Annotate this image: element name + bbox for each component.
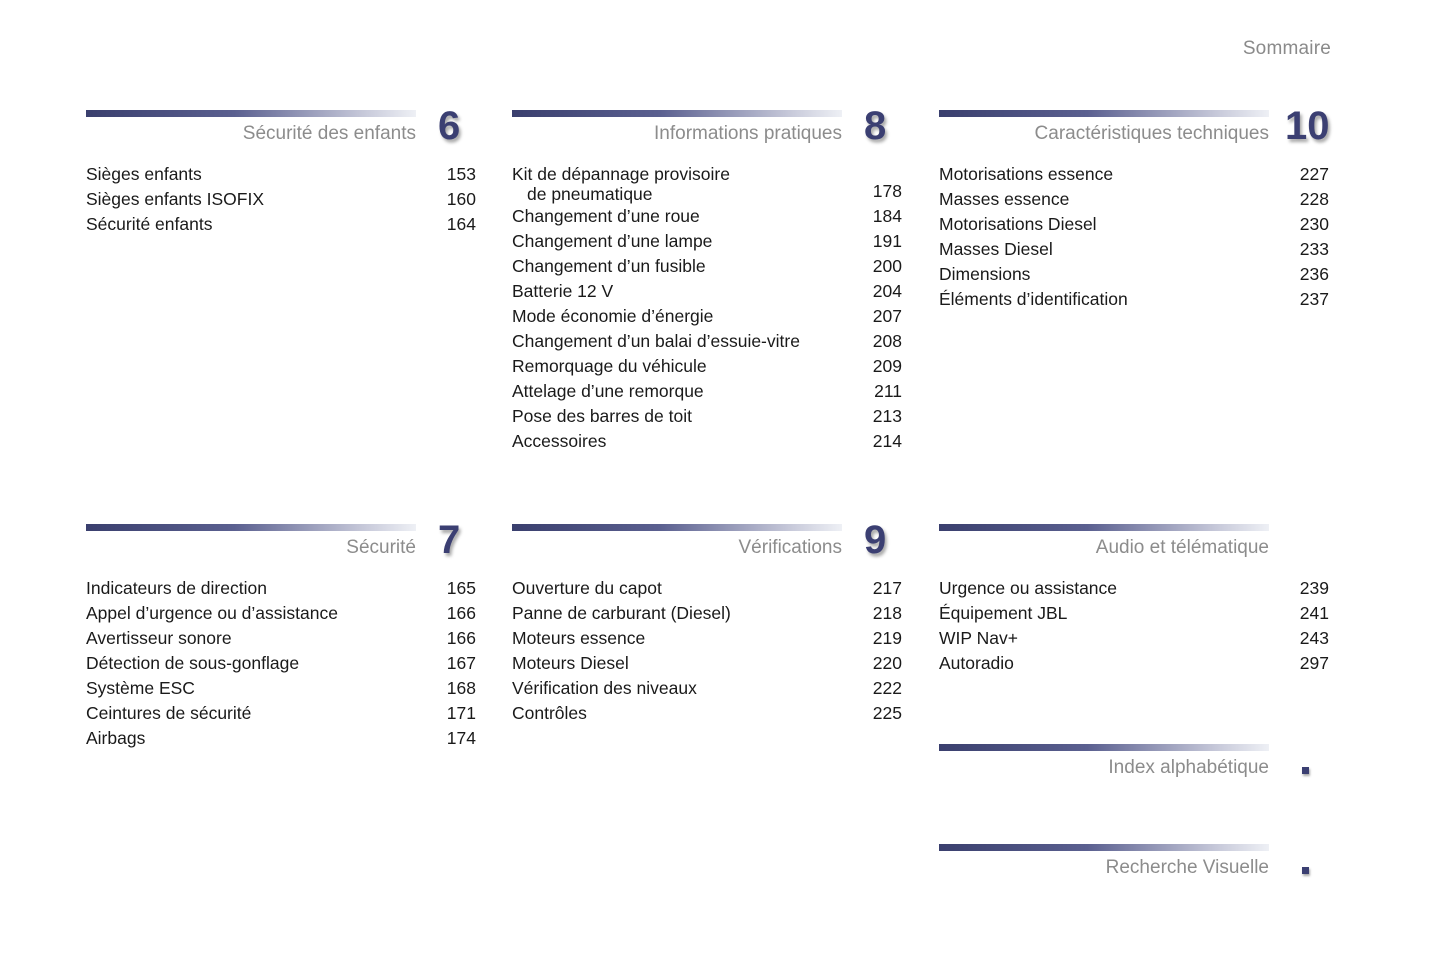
item-page: 217	[872, 578, 902, 598]
item-page: 168	[446, 678, 476, 698]
item-page: 222	[872, 678, 902, 698]
section-bar	[939, 524, 1269, 531]
item-page: 166	[446, 628, 476, 648]
item-label: Système ESC	[86, 678, 195, 698]
item-page: 209	[872, 356, 902, 376]
list-item[interactable]	[512, 676, 902, 701]
item-page: 166	[446, 603, 476, 623]
item-label-line2: de pneumatique	[527, 184, 653, 204]
item-label: Attelage d’une remorque	[512, 381, 704, 401]
item-label: Panne de carburant (Diesel)	[512, 603, 731, 623]
item-page: 207	[872, 306, 902, 326]
item-label: Motorisations Diesel	[939, 214, 1097, 234]
section-title[interactable]: Vérifications	[738, 537, 842, 558]
section-title[interactable]: Sécurité	[346, 537, 416, 558]
item-list	[512, 162, 902, 454]
list-item[interactable]	[512, 329, 902, 354]
section-marker	[1302, 867, 1309, 874]
item-page: 214	[872, 431, 902, 451]
list-item[interactable]	[939, 626, 1329, 651]
list-item[interactable]	[512, 651, 902, 676]
section-title[interactable]: Caractéristiques techniques	[1034, 123, 1269, 144]
item-page: 200	[872, 256, 902, 276]
item-label: Appel d’urgence ou d’assistance	[86, 603, 338, 623]
list-item[interactable]	[86, 676, 476, 701]
list-item[interactable]	[512, 254, 902, 279]
list-item[interactable]	[512, 576, 902, 601]
list-item[interactable]	[86, 187, 476, 212]
item-page: 211	[874, 381, 902, 401]
item-label: Sécurité enfants	[86, 214, 213, 234]
item-label: Mode économie d’énergie	[512, 306, 714, 326]
item-list	[939, 162, 1329, 312]
list-item[interactable]	[512, 429, 902, 454]
item-page: 191	[872, 231, 902, 251]
item-label: Sièges enfants ISOFIX	[86, 189, 265, 209]
item-page: 220	[872, 653, 902, 673]
item-page: 230	[1299, 214, 1329, 234]
item-label: Pose des barres de toit	[512, 406, 692, 426]
list-item[interactable]	[512, 229, 902, 254]
item-label: Ceintures de sécurité	[86, 703, 252, 723]
item-label: Airbags	[86, 728, 146, 748]
section-visual-search[interactable]	[939, 844, 1329, 884]
list-item[interactable]	[86, 576, 476, 601]
section-bar	[939, 844, 1269, 851]
list-item[interactable]	[939, 287, 1329, 312]
item-label: Batterie 12 V	[512, 281, 614, 301]
section-number[interactable]: 7	[438, 518, 461, 562]
section-marker	[1302, 767, 1309, 774]
item-label: Changement d’un balai d’essuie-vitre	[512, 331, 800, 351]
list-item[interactable]	[939, 187, 1329, 212]
section-bar	[939, 110, 1269, 117]
item-page: 153	[446, 164, 476, 184]
list-item[interactable]	[86, 701, 476, 726]
item-label: Sièges enfants	[86, 164, 202, 184]
item-page: 204	[872, 281, 902, 301]
list-item[interactable]	[512, 701, 902, 726]
item-page: 241	[1299, 603, 1329, 623]
list-item[interactable]	[512, 304, 902, 329]
item-list	[86, 576, 476, 751]
section-title[interactable]: Informations pratiques	[654, 123, 842, 144]
item-page: 237	[1299, 289, 1329, 309]
list-item[interactable]	[86, 626, 476, 651]
item-label: Vérification des niveaux	[512, 678, 697, 698]
item-page: 236	[1299, 264, 1329, 284]
section-alpha-index[interactable]	[939, 744, 1329, 784]
list-item[interactable]	[512, 626, 902, 651]
item-label: Éléments d’identification	[939, 289, 1128, 309]
list-item[interactable]	[86, 212, 476, 237]
item-label: Détection de sous-gonflage	[86, 653, 300, 673]
section-title[interactable]: Sécurité des enfants	[242, 123, 416, 144]
list-item[interactable]	[512, 354, 902, 379]
item-page: 233	[1299, 239, 1329, 259]
item-page: 219	[872, 628, 902, 648]
item-label: Motorisations essence	[939, 164, 1114, 184]
list-item[interactable]	[512, 279, 902, 304]
list-item[interactable]	[512, 601, 902, 626]
item-label: Avertisseur sonore	[86, 628, 232, 648]
section-title[interactable]: Audio et télématique	[1095, 537, 1269, 558]
section-title[interactable]: Recherche Visuelle	[1105, 857, 1269, 878]
item-list	[86, 162, 476, 237]
list-item[interactable]	[512, 404, 902, 429]
list-item[interactable]	[939, 162, 1329, 187]
item-list	[939, 576, 1329, 676]
item-label: Indicateurs de direction	[86, 578, 267, 598]
item-label: Accessoires	[512, 431, 607, 451]
item-label-line1: Kit de dépannage provisoire	[512, 164, 730, 184]
section-number[interactable]: 6	[438, 104, 461, 148]
list-item[interactable]	[939, 212, 1329, 237]
section-number[interactable]: 10	[1285, 104, 1330, 148]
item-list	[512, 576, 902, 726]
section-number[interactable]: 8	[864, 104, 887, 148]
item-label: Changement d’une lampe	[512, 231, 713, 251]
item-page: 243	[1299, 628, 1329, 648]
item-page: 165	[446, 578, 476, 598]
item-page: 178	[872, 181, 902, 201]
item-page: 297	[1299, 653, 1329, 673]
item-label: Moteurs essence	[512, 628, 646, 648]
item-label: Moteurs Diesel	[512, 653, 629, 673]
item-label: WIP Nav+	[939, 628, 1018, 648]
item-page: 160	[446, 189, 476, 209]
item-label: Ouverture du capot	[512, 578, 662, 598]
item-page: 174	[446, 728, 476, 748]
section-bar	[939, 744, 1269, 751]
list-item[interactable]	[939, 601, 1329, 626]
item-page: 171	[446, 703, 476, 723]
item-page: 225	[872, 703, 902, 723]
list-item[interactable]	[86, 601, 476, 626]
item-label: Masses essence	[939, 189, 1070, 209]
list-item[interactable]	[939, 651, 1329, 676]
list-item[interactable]	[86, 651, 476, 676]
item-page: 167	[446, 653, 476, 673]
item-label: Contrôles	[512, 703, 587, 723]
section-bar	[86, 524, 416, 531]
item-page: 184	[872, 206, 902, 226]
item-page: 228	[1299, 189, 1329, 209]
item-page: 227	[1299, 164, 1329, 184]
list-item[interactable]	[939, 237, 1329, 262]
section-bar	[512, 524, 842, 531]
item-label: Équipement JBL	[939, 603, 1068, 623]
list-item[interactable]	[939, 576, 1329, 601]
section-bar	[86, 110, 416, 117]
item-label: Changement d’un fusible	[512, 256, 706, 276]
item-page: 239	[1299, 578, 1329, 598]
section-bar	[512, 110, 842, 117]
item-label: Autoradio	[939, 653, 1014, 673]
item-label: Remorquage du véhicule	[512, 356, 707, 376]
list-item[interactable]	[939, 262, 1329, 287]
item-page: 208	[872, 331, 902, 351]
item-page: 213	[872, 406, 902, 426]
item-page: 218	[872, 603, 902, 623]
list-item[interactable]	[512, 162, 902, 204]
item-label: Changement d’une roue	[512, 206, 700, 226]
item-label: Masses Diesel	[939, 239, 1053, 259]
item-label	[512, 164, 730, 204]
list-item[interactable]	[512, 204, 902, 229]
list-item[interactable]	[86, 162, 476, 187]
page-title: Sommaire	[1242, 38, 1331, 59]
item-label: Dimensions	[939, 264, 1031, 284]
list-item[interactable]	[86, 726, 476, 751]
item-page: 164	[446, 214, 476, 234]
list-item[interactable]	[512, 379, 902, 404]
section-number[interactable]: 9	[864, 518, 887, 562]
section-title[interactable]: Index alphabétique	[1108, 757, 1269, 778]
item-label: Urgence ou assistance	[939, 578, 1118, 598]
